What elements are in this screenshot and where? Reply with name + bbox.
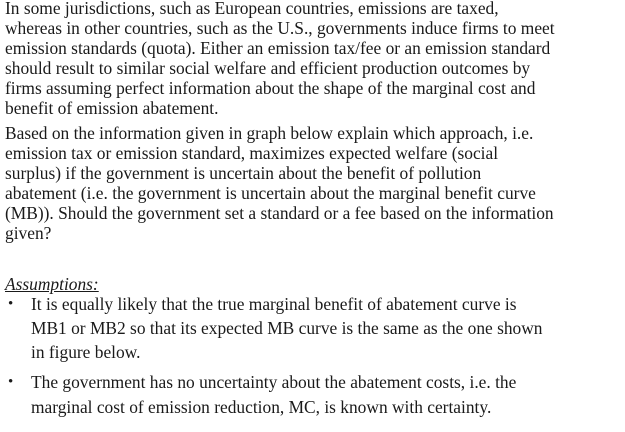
assumption-2-line-1: The government has no uncertainty about the abatement costs, i.e. the xyxy=(31,372,517,392)
paragraph-2-line-5: (MB)). Should the government set a standard or a fee based on the information xyxy=(5,203,554,223)
paragraph-1-line-1: In some jurisdictions, such as European countries, emissions are taxed, xyxy=(5,0,499,18)
assumption-2-line-2: marginal cost of emission reduction, MC, is known with certainty. xyxy=(31,397,492,417)
assumptions-heading: Assumptions: xyxy=(5,274,99,294)
paragraph-1-line-5: firms assuming perfect information about the shape of the marginal cost and xyxy=(5,78,536,98)
paragraph-2-line-4: abatement (i.e. the government is uncertain about the marginal benefit curve xyxy=(5,183,536,203)
paragraph-2-line-2: emission tax or emission standard, maximizes expected welfare (social xyxy=(5,143,499,163)
assumption-1-line-2: MB1 or MB2 so that its expected MB curve is the same as the one shown xyxy=(31,318,543,338)
assumption-1-line-1: It is equally likely that the true marginal benefit of abatement curve is xyxy=(31,294,517,314)
paragraph-1-line-3: emission standards (quota). Either an emission tax/fee or an emission standard xyxy=(5,38,551,58)
paragraph-1-line-6: benefit of emission abatement. xyxy=(5,98,219,118)
paragraph-2-line-6: given? xyxy=(5,223,52,243)
paragraph-1-line-2: whereas in other countries, such as the U.S., governments induce firms to meet xyxy=(5,18,555,38)
assumption-1-line-3: in figure below. xyxy=(31,342,141,362)
bullet-icon: • xyxy=(8,374,14,390)
bullet-icon: • xyxy=(8,296,14,312)
paragraph-2-line-1: Based on the information given in graph below explain which approach, i.e. xyxy=(5,123,534,143)
paragraph-2-line-3: surplus) if the government is uncertain about the benefit of pollution xyxy=(5,163,482,183)
paragraph-1-line-4: should result to similar social welfare and efficient production outcomes by xyxy=(5,58,531,78)
